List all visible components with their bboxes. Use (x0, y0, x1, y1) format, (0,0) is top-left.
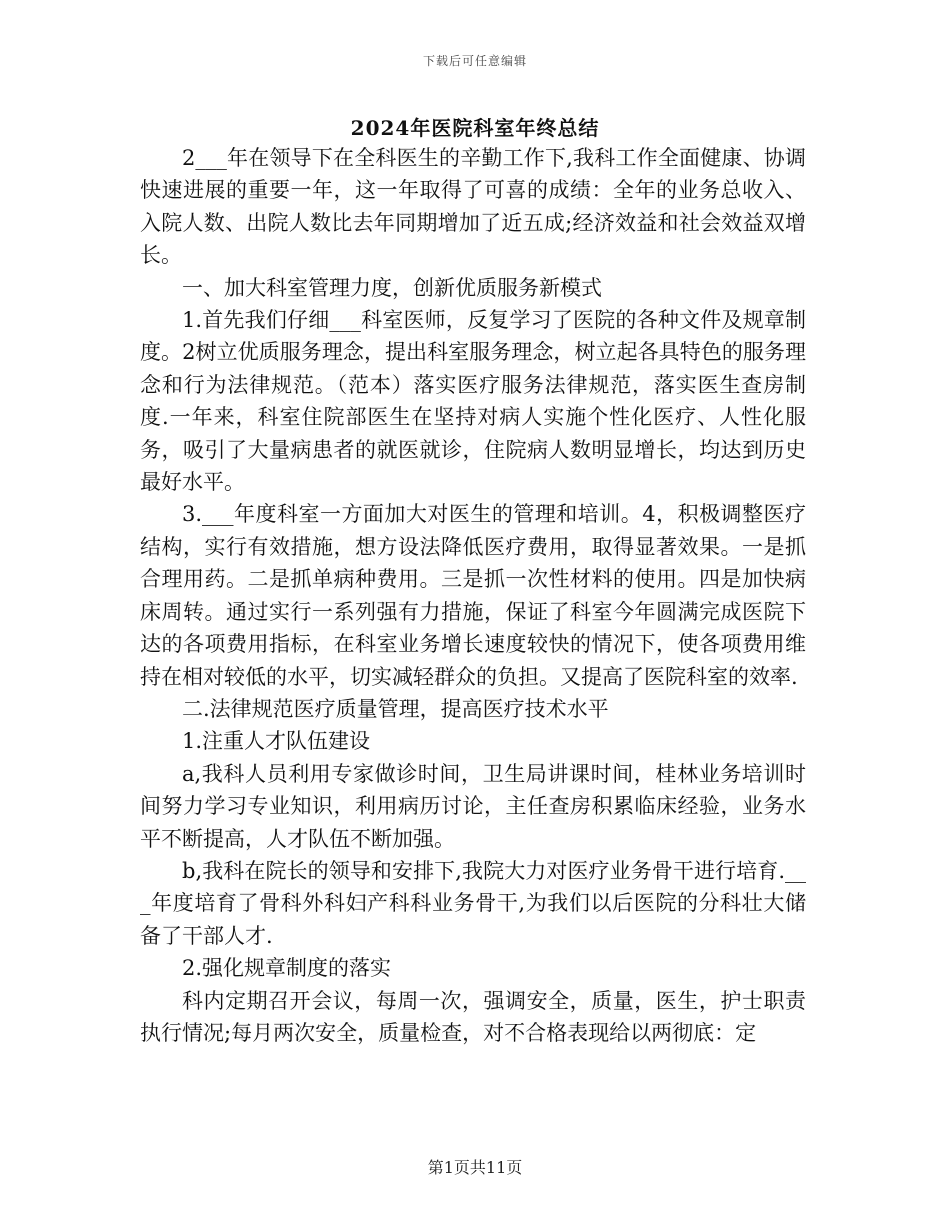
document-title: 2024年医院科室年终总结 (350, 116, 600, 140)
document-body (140, 142, 806, 1049)
paragraph-intro: 2___年在领导下在全科医生的辛勤工作下,我科工作全面健康、协调快速进展的重要一年，这一年取得了可喜的成绩：全年的业务总收入、入院人数、出院人数比去年同期增加了近五成;经济效益和社会效益双增长。 (140, 146, 806, 268)
paragraph-item-1: 1.首先我们仔细___科室医师，反复学习了医院的各种文件及规章制度。2树立优质服务理念，提出科室服务理念，树立起各具特色的服务理念和行为法律规范。（范本）落实医疗服务法律规范，落实医生查房制度.一年来，科室住院部医生在坚持对病人实施个性化医疗、人性化服务，吸引了大量病患者的就医就诊，住院病人数明显增长，均达到历史最好水平。 (140, 308, 806, 495)
header-note: 下载后可任意编辑 (422, 54, 527, 68)
section-heading-1: 一、加大科室管理力度，创新优质服务新模式 (182, 275, 602, 300)
paragraph-meetings: 科内定期召开会议，每周一次，强调安全，质量，医生，护士职责执行情况;每月两次安全，质量检查，对不合格表现给以两彻底：定 (140, 988, 806, 1045)
subsection-heading-1: 1.注重人才队伍建设 (182, 729, 371, 754)
paragraph-item-a: a,我科人员利用专家做诊时间，卫生局讲课时间，桂林业务培训时间努力学习专业知识，利用病历讨论，主任查房积累临床经验，业务水平不断提高，人才队伍不断加强。 (140, 761, 806, 851)
paragraph-item-b: b,我科在院长的领导和安排下,我院大力对医疗业务骨干进行培育.___年度培育了骨科外科妇产科科业务骨干,为我们以后医院的分科壮大储备了干部人才. (140, 858, 806, 948)
paragraph-item-3: 3.___年度科室一方面加大对医生的管理和培训。4，积极调整医疗结构，实行有效措施，想方设法降低医疗费用，取得显著效果。一是抓合理用药。二是抓单病种费用。三是抓一次性材料的使用。四是加快病床周转。通过实行一系列强有力措施，保证了科室今年圆满完成医院下达的各项费用指标，在科室业务增长速度较快的情况下，使各项费用维持在相对较低的水平，切实减轻群众的负担。又提高了医院科室的效率. (140, 502, 806, 689)
page-number: 第1页共11页 (427, 1158, 523, 1177)
subsection-heading-2: 2.强化规章制度的落实 (182, 956, 392, 981)
section-heading-2: 二.法律规范医疗质量管理，提高医疗技术水平 (182, 696, 609, 721)
